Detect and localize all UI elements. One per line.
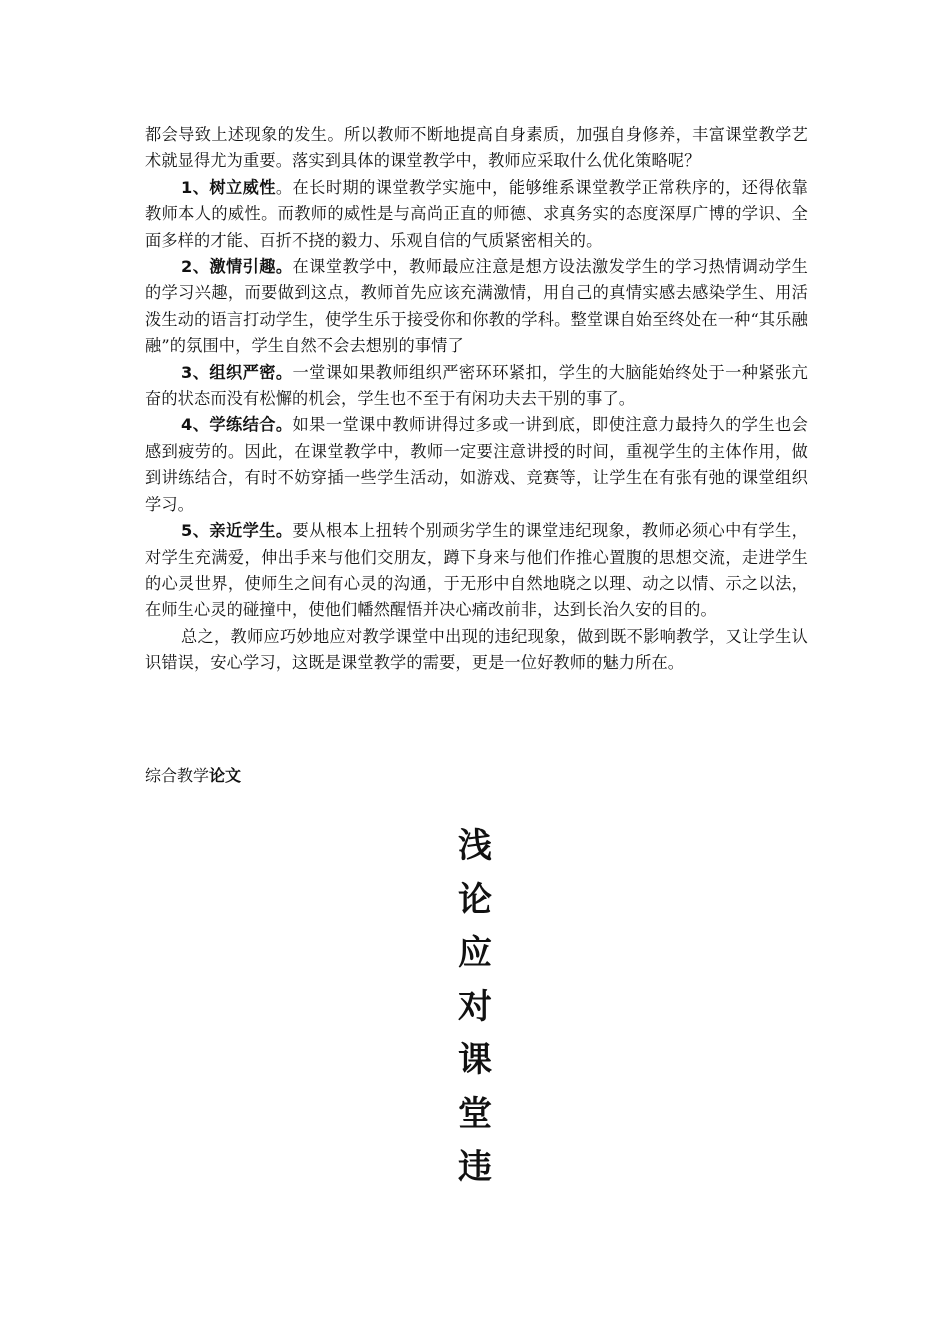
paragraph-text: 。在长时期的课堂教学实施中，能够维系课堂教学正常秩序的，还得依靠教师本人的威性。而教师的威性是与高尚正直的师德、求真务实的态度深厚广博的学识、全面多样的才能、百折不挠的毅力、乐观自信的气质紧密相关的。 — [145, 177, 808, 250]
paragraph-heading: 5、亲近学生。 — [181, 521, 293, 541]
paragraph-heading: 1、树立威性 — [181, 177, 276, 197]
title-char: 应 — [458, 933, 492, 973]
title-char: 违 — [458, 1147, 492, 1187]
section-label-bold: 论文 — [209, 766, 242, 785]
title-char: 浅 — [458, 826, 492, 866]
paragraph-intro — [145, 122, 808, 175]
paragraph-conclusion — [145, 624, 808, 677]
section-label — [145, 763, 241, 786]
paragraph-authority — [145, 175, 808, 254]
paragraph-passion — [145, 254, 808, 360]
paragraph-closeness — [145, 518, 808, 624]
document-body — [145, 122, 808, 677]
title-char: 堂 — [458, 1093, 492, 1134]
paragraph-heading: 2、激情引趣。 — [181, 257, 293, 277]
paragraph-text: 都会导致上述现象的发生。所以教师不断地提高自身素质，加强自身修养，丰富课堂教学艺术就显得尤为重要。落实到具体的课堂教学中，教师应采取什么优化策略呢？ — [145, 125, 808, 171]
paragraph-heading: 3、组织严密。 — [181, 362, 293, 382]
paragraph-text: 总之，教师应巧妙地应对教学课堂中出现的违纪现象，做到既不影响教学，又让学生认识错误，安心学习，这既是课堂教学的需要，更是一位好教师的魅力所在。 — [145, 626, 808, 673]
paragraph-practice — [145, 412, 808, 518]
vertical-title — [440, 820, 510, 1195]
paragraph-text: 一堂课如果教师组织严密环环紧扣，学生的大脑能始终处于一种紧张亢奋的状态而没有松懈的机会，学生也不至于有闲功夫去干别的事了。 — [145, 362, 808, 409]
title-char: 课 — [458, 1040, 492, 1080]
paragraph-organization — [145, 360, 808, 413]
section-label-prefix: 综合教学 — [145, 766, 210, 785]
title-char: 论 — [458, 879, 492, 920]
paragraph-text: 在课堂教学中，教师最应注意是想方设法激发学生的学习热情调动学生的学习兴趣，而要做到这点，教师首先应该充满激情，用自己的真情实感去感染学生、用活泼生动的语言打动学生，使学生乐于接受你和你教的学科。整堂课自始至终处在一种“其乐融融”的氛围中，学生自然不会去想别的事情了 — [145, 257, 808, 356]
paragraph-text: 如果一堂课中教师讲得过多或一讲到底，即使注意力最持久的学生也会感到疲劳的。因此，在课堂教学中，教师一定要注意讲授的时间，重视学生的主体作用，做到讲练结合，有时不妨穿插一些学生活动，如游戏、竞赛等，让学生在有张有弛的课堂组织学习。 — [145, 415, 808, 514]
paragraph-heading: 4、学练结合。 — [181, 415, 293, 435]
paragraph-text: 要从根本上扭转个别顽劣学生的课堂违纪现象，教师必须心中有学生，对学生充满爱，伸出手来与他们交朋友，蹲下身来与他们作推心置腹的思想交流，走进学生的心灵世界，使师生之间有心灵的沟通，于无形中自然地晓之以理、动之以情、示之以法，在师生心灵的碰撞中，使他们幡然醒悟并决心痛改前非，达到长治久安的目的。 — [145, 521, 808, 620]
title-char: 对 — [458, 986, 492, 1027]
